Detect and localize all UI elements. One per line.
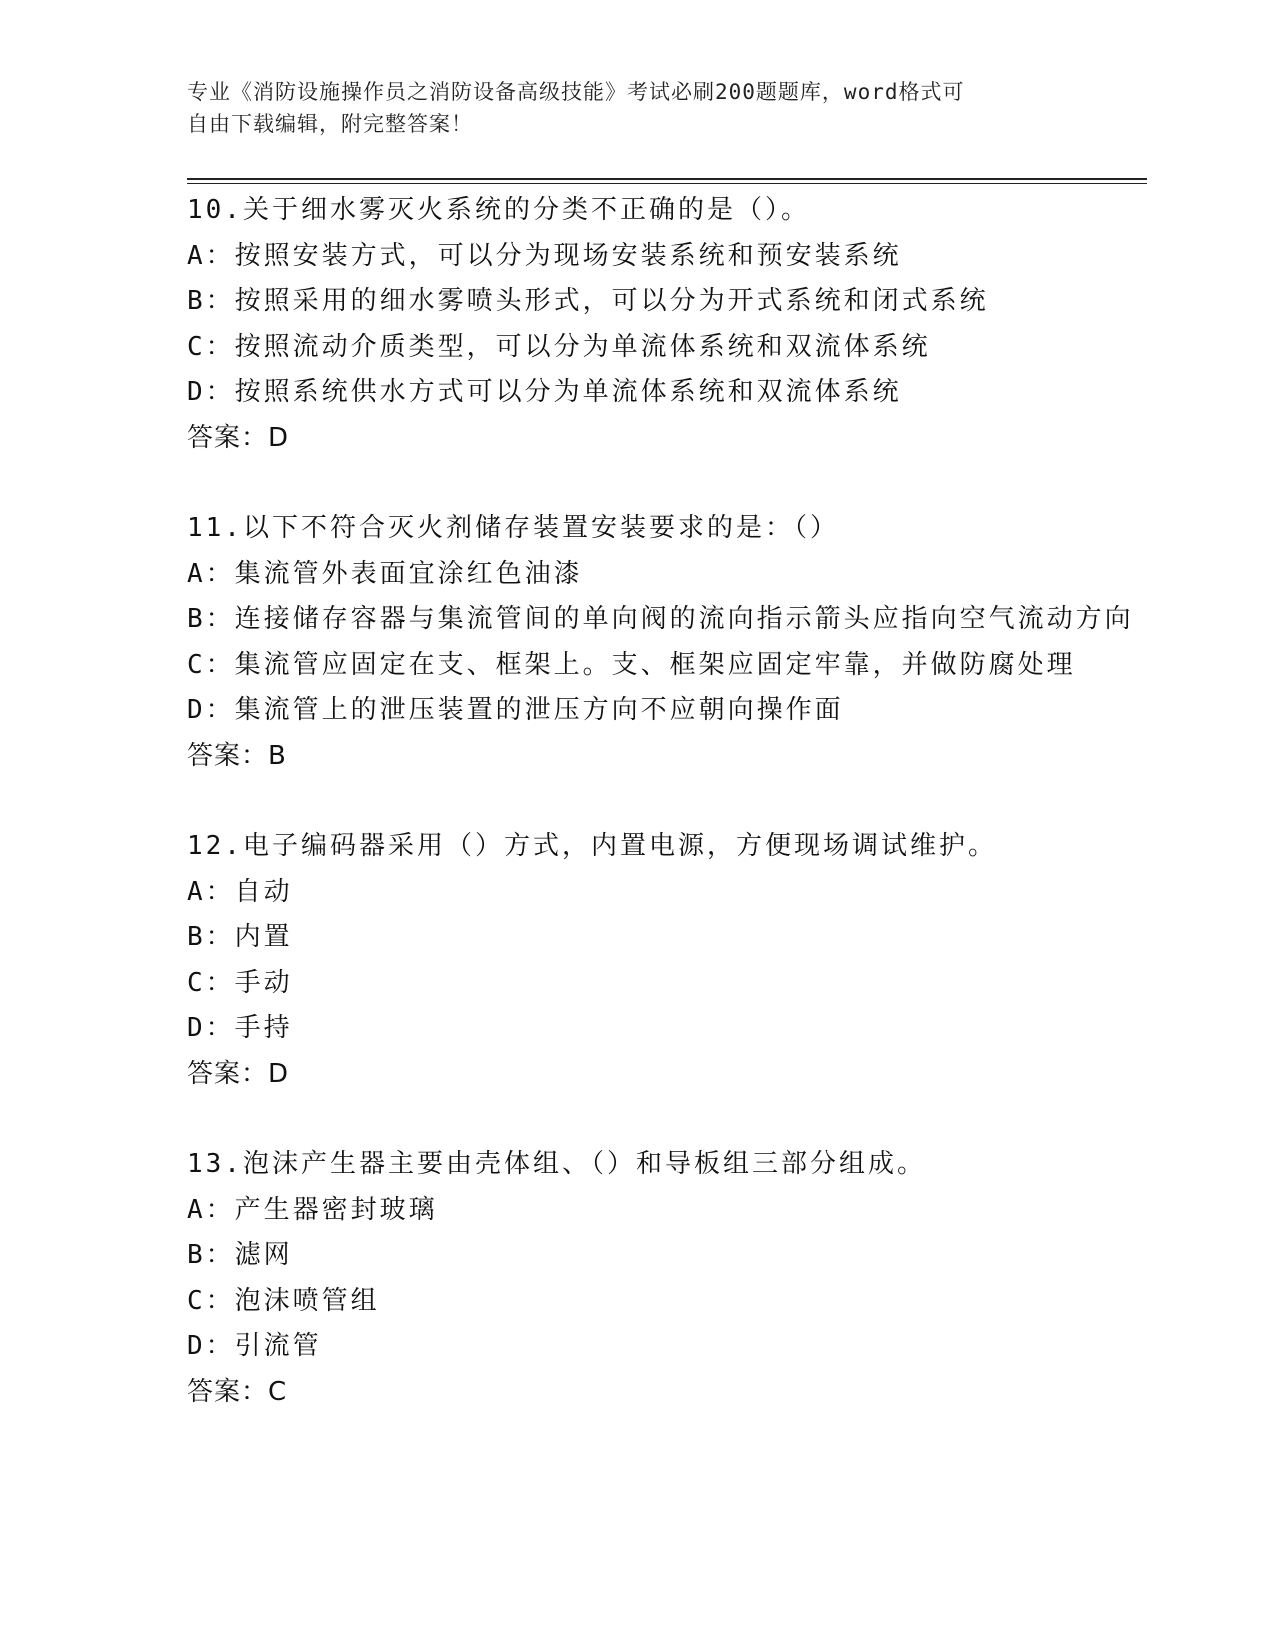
option-b: B：连接储存容器与集流管间的单向阀的流向指示箭头应指向空气流动方向 <box>187 604 1134 634</box>
document-page <box>187 0 1147 1650</box>
question-stem: 11.以下不符合灭火剂储存装置安装要求的是：（） <box>187 513 839 543</box>
option-b: B：滤网 <box>187 1240 293 1270</box>
option-a: A：集流管外表面宜涂红色油漆 <box>187 558 583 589</box>
header-line-1: 专业《消防设施操作员之消防设备高级技能》考试必刷200题题库，word格式可 <box>187 80 965 104</box>
option-d: D：手持 <box>187 1013 293 1043</box>
option-a: A：产生器密封玻璃 <box>187 1194 438 1225</box>
option-d: D：引流管 <box>187 1331 322 1361</box>
option-b: B：内置 <box>187 922 293 952</box>
question-11 <box>187 506 1147 779</box>
answer-line: 答案：D <box>187 422 290 453</box>
option-c: C：按照流动介质类型，可以分为单流体系统和双流体系统 <box>187 331 931 362</box>
option-c: C：手动 <box>187 967 293 998</box>
option-d: D：集流管上的泄压装置的泄压方向不应朝向操作面 <box>187 695 844 725</box>
document-header <box>187 76 1067 140</box>
option-b: B：按照采用的细水雾喷头形式，可以分为开式系统和闭式系统 <box>187 286 989 316</box>
option-a: A：自动 <box>187 876 293 907</box>
option-a: A：按照安装方式，可以分为现场安装系统和预安装系统 <box>187 240 902 271</box>
question-10 <box>187 188 1147 461</box>
header-line-2: 自由下载编辑，附完整答案！ <box>187 112 473 136</box>
question-stem: 12.电子编码器采用（）方式，内置电源，方便现场调试维护。 <box>187 831 997 861</box>
question-12 <box>187 824 1147 1097</box>
question-13 <box>187 1142 1147 1415</box>
option-d: D：按照系统供水方式可以分为单流体系统和双流体系统 <box>187 377 902 407</box>
question-stem: 13.泡沫产生器主要由壳体组、（）和导板组三部分组成。 <box>187 1149 926 1179</box>
option-c: C：泡沫喷管组 <box>187 1285 380 1316</box>
header-divider <box>187 178 1147 184</box>
question-list <box>187 188 1147 1415</box>
answer-line: 答案：C <box>187 1376 288 1407</box>
answer-line: 答案：D <box>187 1058 290 1089</box>
answer-line: 答案：B <box>187 740 287 771</box>
question-stem: 10.关于细水雾灭火系统的分类不正确的是（）。 <box>187 195 810 225</box>
option-c: C：集流管应固定在支、框架上。支、框架应固定牢靠，并做防腐处理 <box>187 649 1076 680</box>
